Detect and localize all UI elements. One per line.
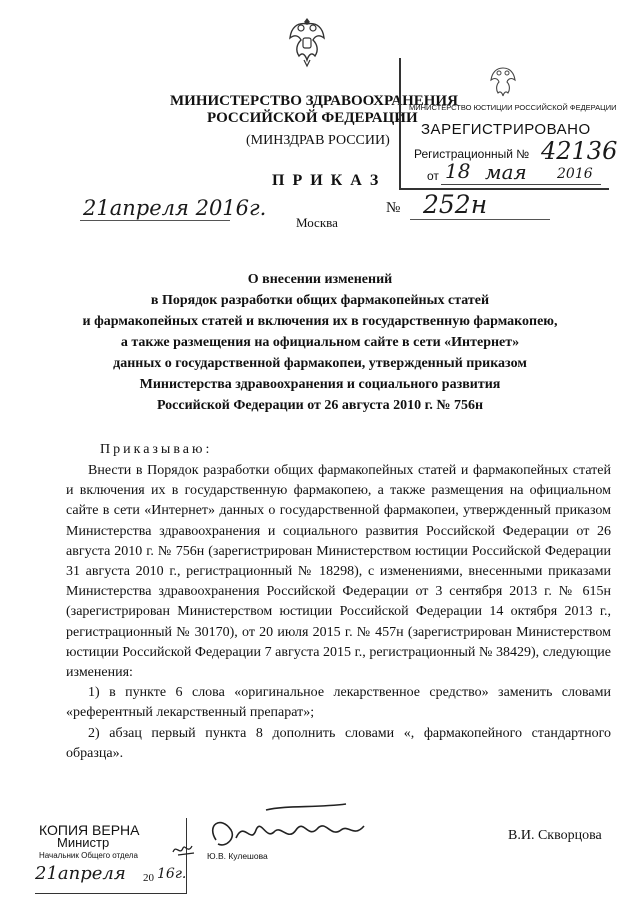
copy-stamp-title: КОПИЯ ВЕРНА (39, 822, 140, 838)
order-number-underline (410, 219, 550, 220)
change-item-2: 2) абзац первый пункта 8 дополнить словами «, фармакопейного стандартного образца». (66, 725, 611, 761)
ministry-name-line1: МИНИСТЕРСТВО ЗДРАВООХРАНЕНИЯ (170, 93, 458, 109)
stamp-date-year: 2016 (557, 166, 593, 182)
title-line: в Порядок разработки общих фармакопейных статей (150, 293, 490, 308)
stamp-date-month: мая (485, 160, 527, 184)
stamp-reg-number: 42136 (541, 137, 618, 165)
copy-stamp-year: 16г. (157, 866, 187, 882)
copy-verified-stamp (35, 818, 187, 894)
copy-stamp-date: 21апреля (35, 863, 126, 884)
order-city: Москва (296, 215, 338, 230)
stamp-date-prefix: от (427, 169, 439, 183)
title-line: Российской Федерации от 26 августа 2010 г. № 756н (156, 398, 484, 413)
title-line: и фармакопейных статей и включения их в государственную фармакопею, (82, 314, 558, 329)
copy-stamp-initials-signature (170, 840, 200, 860)
document-title (70, 269, 570, 416)
order-body (66, 461, 611, 764)
stamp-date-day: 18 (445, 159, 471, 183)
order-date-underline (80, 220, 230, 221)
main-paragraph: Внести в Порядок разработки общих фармакопейных статей и фармакопейных статей и включения их в государственную фармакопею, а также размещения на официальном сайте в сети «Интернет» данных о государственной фармакопеи, утвержденный приказом Министерства здравоохранения и социального развития Российской Федерации от 26 августа 2010 г. № 756н (зарегистрирован Министерством юстиции Российской Федерации 31 августа 2010 г., регистрационный № 18298), с изменениями, внесенными приказами Министерства здравоохранения Российской Федерации от 3 сентября 2013 г. № 615н (зарегистрирован Министерством юстиции Российской Федерации 14 октября 2013 г., регистрационный № 30170), от 20 июля 2015 г. № 457н (зарегистрирован Министерством юстиции Российской Федерации 7 августа 2015 г., регистрационный № 38429), следующие изменения: (66, 463, 611, 681)
stamp-reg-label: Регистрационный № (414, 147, 530, 161)
coat-of-arms-emblem (287, 14, 327, 70)
registration-stamp (399, 58, 618, 190)
order-number-handwritten: 252н (423, 190, 488, 219)
title-line: О внесении изменений (247, 272, 393, 287)
order-date-handwritten: 21апреля 2016г. (83, 196, 267, 220)
signatory-name: В.И. Скворцова (508, 828, 602, 843)
ministry-name-line2: РОССИЙСКОЙ ФЕДЕРАЦИИ (207, 110, 418, 126)
signatory-position: Министр (57, 835, 110, 850)
copy-stamp-signer-name: Ю.В. Кулешова (207, 851, 268, 861)
title-line: Министерства здравоохранения и социального развития (139, 377, 501, 392)
change-item-1: 1) в пункте 6 слова «оригинальное лекарственное средство» заменить словами «референтный лекарственный препарат»; (66, 685, 611, 721)
stamp-emblem-icon (489, 64, 517, 98)
ministry-short-name: (МИНЗДРАВ РОССИИ) (246, 133, 390, 148)
order-number-label: № (386, 200, 401, 216)
order-word: Приказываю: (100, 442, 213, 457)
copy-stamp-year-prefix: 20 (143, 872, 154, 884)
document-type-heading: П Р И К А З (272, 172, 381, 189)
stamp-date-underline (441, 184, 601, 185)
title-line: данных о государственной фармакопеи, утвержденный приказом (113, 356, 527, 371)
copy-stamp-role: Начальник Общего отдела (39, 851, 138, 860)
stamp-status: ЗАРЕГИСТРИРОВАНО (421, 121, 591, 138)
title-line: а также размещения на официальном сайте в сети «Интернет» (120, 335, 520, 350)
stamp-ministry-name: МИНИСТЕРСТВО ЮСТИЦИИ РОССИЙСКОЙ ФЕДЕРАЦИИ (409, 103, 617, 112)
